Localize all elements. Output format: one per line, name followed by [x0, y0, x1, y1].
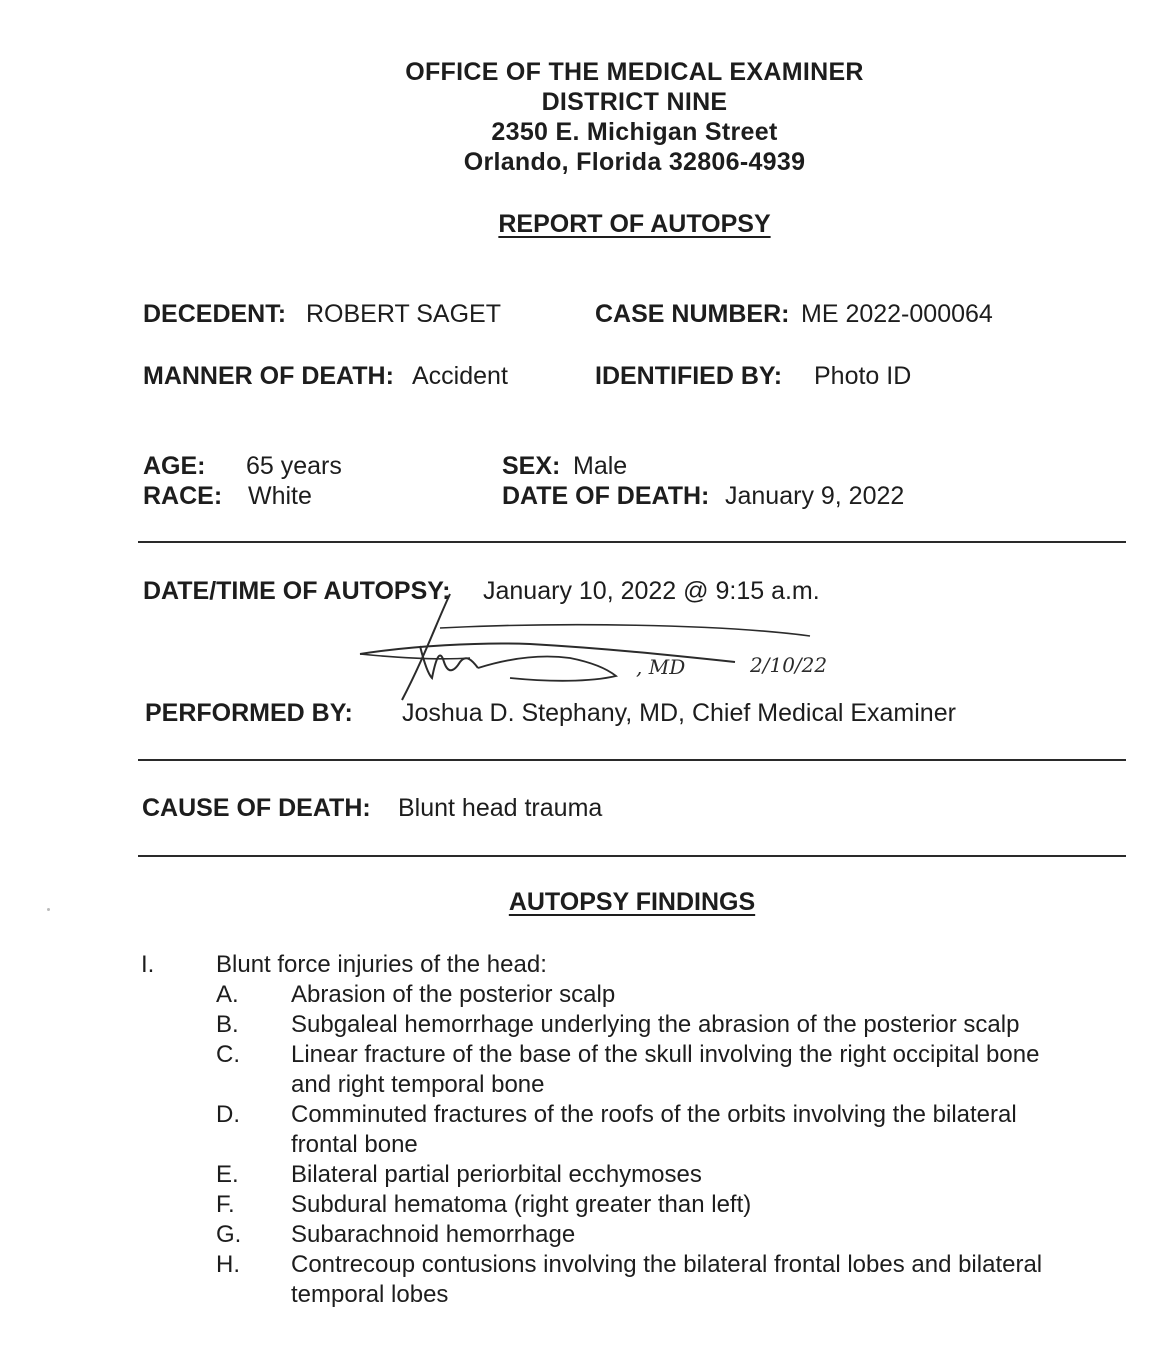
finding-text: Subgaleal hemorrhage underlying the abrasion of the posterior scalp [291, 1011, 1020, 1038]
section-heading: Blunt force injuries of the head: [216, 951, 547, 978]
date-of-death-value: January 9, 2022 [725, 482, 905, 510]
finding-letter: E. [216, 1161, 239, 1188]
finding-text-continued: frontal bone [291, 1131, 418, 1158]
cause-of-death-label: CAUSE OF DEATH: [142, 794, 371, 822]
signature-date: 2/10/22 [750, 653, 828, 677]
case-number-value: ME 2022-000064 [801, 300, 993, 328]
divider-3 [138, 855, 1126, 857]
manner-of-death-label: MANNER OF DEATH: [143, 362, 394, 390]
finding-text: Bilateral partial periorbital ecchymoses [291, 1161, 702, 1188]
cause-of-death-value: Blunt head trauma [398, 794, 603, 822]
signature-initials: , MD [636, 655, 686, 679]
finding-text: Linear fracture of the base of the skull involving the right occipital bone [291, 1041, 1040, 1068]
finding-letter: F. [216, 1191, 235, 1218]
finding-letter: C. [216, 1041, 240, 1068]
report-title: REPORT OF AUTOPSY [498, 210, 771, 238]
performed-by-value: Joshua D. Stephany, MD, Chief Medical Examiner [402, 699, 956, 727]
finding-text: Subarachnoid hemorrhage [291, 1221, 576, 1248]
signature-mark [340, 588, 860, 708]
autopsy-time-value: January 10, 2022 @ 9:15 a.m. [483, 577, 820, 605]
finding-letter: B. [216, 1011, 239, 1038]
sex-label: SEX: [502, 452, 561, 480]
finding-letter: H. [216, 1251, 240, 1278]
finding-letter: D. [216, 1101, 240, 1128]
case-number-label: CASE NUMBER: [595, 300, 790, 328]
manner-of-death-value: Accident [412, 362, 508, 390]
sex-value: Male [573, 452, 628, 480]
age-value: 65 years [246, 452, 342, 480]
race-value: White [248, 482, 312, 510]
office-name: OFFICE OF THE MEDICAL EXAMINER [405, 58, 864, 86]
age-label: AGE: [143, 452, 206, 480]
autopsy-time-label: DATE/TIME OF AUTOPSY: [143, 577, 451, 605]
divider-2 [138, 759, 1126, 761]
divider-1 [138, 541, 1126, 543]
finding-text: Comminuted fractures of the roofs of the orbits involving the bilateral [291, 1101, 1017, 1128]
finding-letter: A. [216, 981, 239, 1008]
finding-text: Contrecoup contusions involving the bilateral frontal lobes and bilateral [291, 1251, 1043, 1278]
race-label: RACE: [143, 482, 223, 510]
identified-by-label: IDENTIFIED BY: [595, 362, 783, 390]
finding-text: Subdural hematoma (right greater than left) [291, 1191, 752, 1218]
office-street: 2350 E. Michigan Street [491, 118, 778, 146]
date-of-death-label: DATE OF DEATH: [502, 482, 710, 510]
office-city: Orlando, Florida 32806-4939 [463, 148, 806, 176]
findings-title: AUTOPSY FINDINGS [508, 888, 756, 916]
finding-text: Abrasion of the posterior scalp [291, 981, 616, 1008]
performed-by-label: PERFORMED BY: [145, 699, 353, 727]
identified-by-value: Photo ID [814, 362, 912, 390]
finding-text-continued: and right temporal bone [291, 1071, 545, 1098]
finding-text-continued: temporal lobes [291, 1281, 449, 1308]
section-numeral: I. [141, 951, 155, 978]
decedent-value: ROBERT SAGET [306, 300, 501, 328]
office-district: DISTRICT NINE [541, 88, 728, 116]
decedent-label: DECEDENT: [143, 300, 287, 328]
finding-letter: G. [216, 1221, 242, 1248]
